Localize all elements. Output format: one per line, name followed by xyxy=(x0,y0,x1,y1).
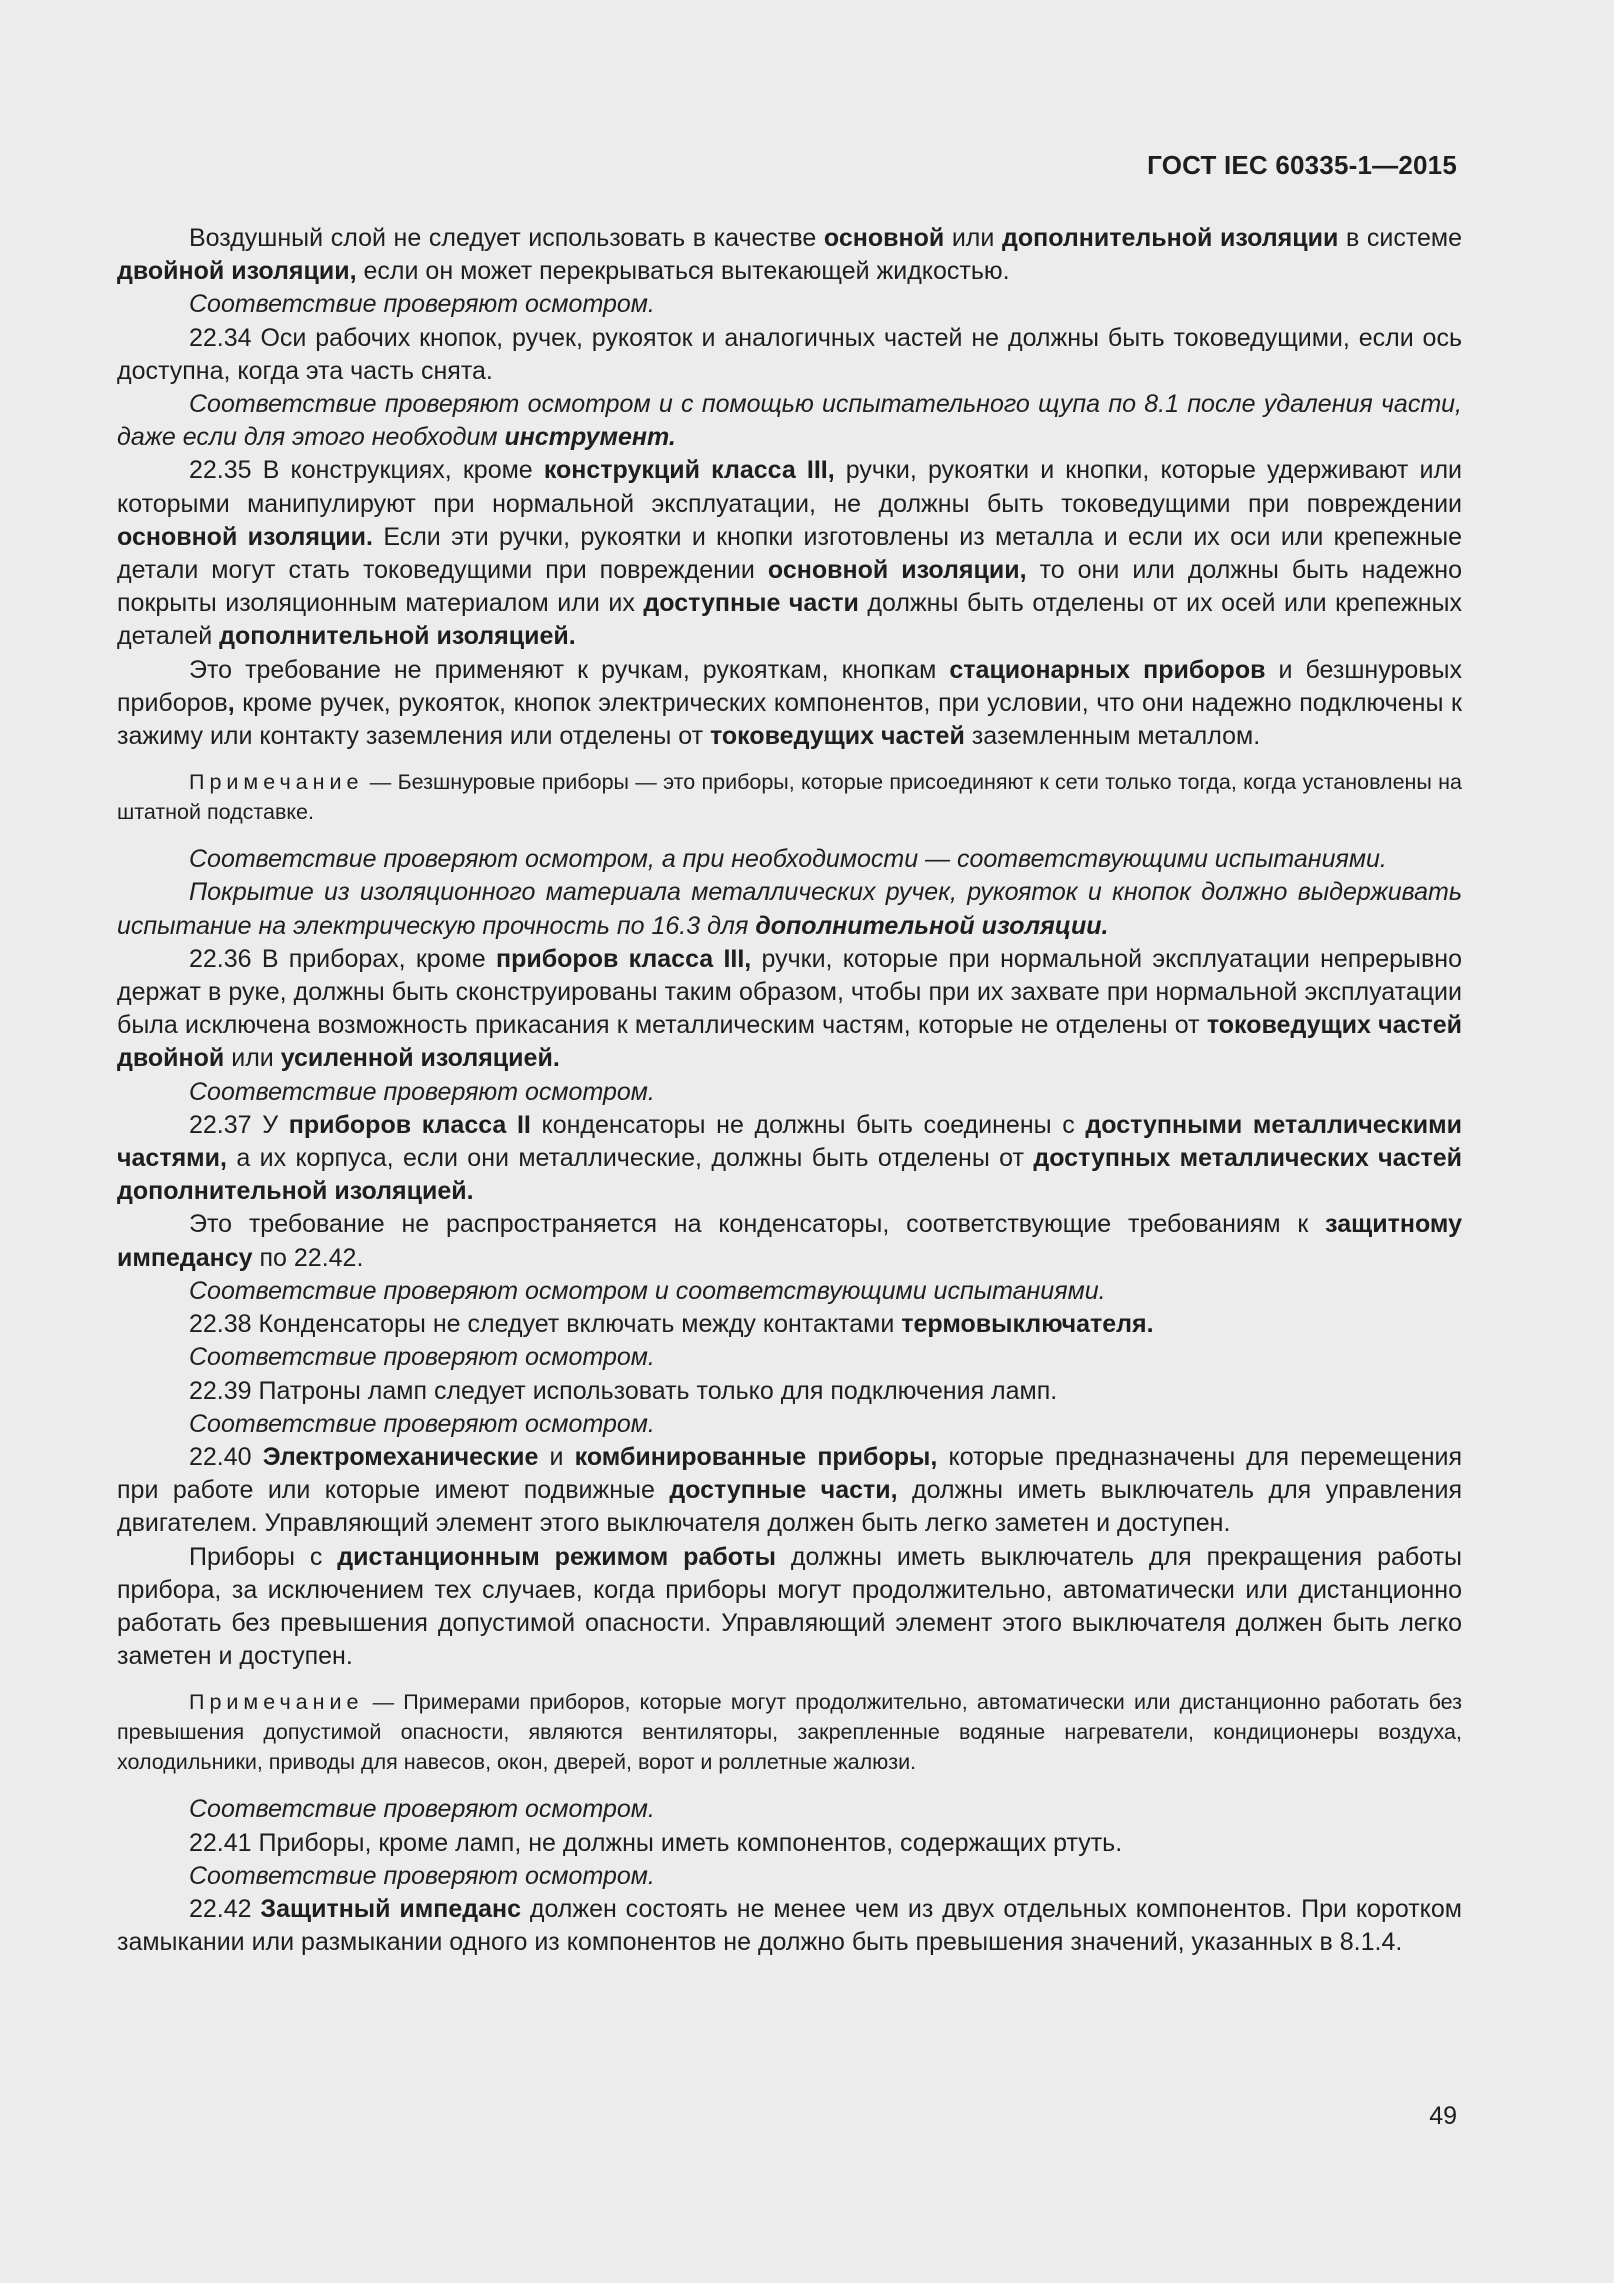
clause-22-35: 22.35 В конструкциях, кроме конструкций класса III, ручки, рукоятки и кнопки, которые удерживают или которыми манипулируют при нормальной эксплуатации, не должны быть токоведущими при повреждении основной изоляции. Если эти ручки, рукоятки и кнопки изготовлены из металла и если их оси или крепежные детали могут стать токоведущими при повреждении основной изоляции, то они или должны быть надежно покрыты изоляционным материалом или их доступные части должны быть отделены от их осей или крепежных деталей дополнительной изоляцией. xyxy=(117,456,1462,651)
compliance-check: Соответствие проверяют осмотром. xyxy=(189,1343,655,1372)
paragraph-requirement-exception: Это требование не применяют к ручкам, рукояткам, кнопкам стационарных приборов и безшнуровых приборов, кроме ручек, рукояток, кнопок электрических компонентов, при условии, что они надежно подключены к зажиму или контакту заземления или отделены от токоведущих частей заземленным металлом. xyxy=(117,655,1463,751)
paragraph-air-layer: Воздушный слой не следует использовать в качестве основной или дополнительной изоляции в системе двойной изоляции, если он может перекрываться вытекающей жидкостью. xyxy=(117,224,1462,286)
compliance-check-tests: Соответствие проверяют осмотром и соответствующими испытаниями. xyxy=(189,1276,1106,1305)
compliance-check: Соответствие проверяют осмотром. xyxy=(189,290,655,319)
compliance-check: Соответствие проверяют осмотром. xyxy=(189,1077,655,1106)
clause-22-34: 22.34 Оси рабочих кнопок, ручек, рукояток и аналогичных частей не должны быть токоведущими, если ось доступна, когда эта часть снята. xyxy=(117,323,1462,385)
compliance-check: Соответствие проверяют осмотром. xyxy=(189,1795,655,1824)
clause-22-38: 22.38 Конденсаторы не следует включать между контактами термовыключателя. xyxy=(189,1310,1154,1339)
paragraph-remote-operation: Приборы с дистанционным режимом работы должны иметь выключатель для прекращения работы прибора, за исключением тех случаев, когда приборы могут продолжительно, автоматически или дистанционно работать без превышения допустимой опасности. Управляющий элемент этого выключателя должен быть легко заметен и доступен. xyxy=(117,1542,1462,1671)
note-remote-appliances: Примечание — Примерами приборов, которые могут продолжительно, автоматически или дистанционно работать без превышения допустимой опасности, являются вентиляторы, закрепленные водяные нагреватели, кондиционеры воздуха, холодильники, приводы для навесов, окон, дверей, ворот и роллетные жалюзи. xyxy=(117,1690,1462,1775)
paragraph-capacitor-exception: Это требование не распространяется на конденсаторы, соответствующие требованиям к защитному импедансу по 22.42. xyxy=(117,1210,1462,1272)
clause-22-42: 22.42 Защитный импеданс должен состоять не менее чем из двух отдельных компонентов. При коротком замыкании или размыкании одного из компонентов не должно быть превышения значений, указанных в 8.1.4. xyxy=(117,1894,1462,1957)
paragraph-coating-test: Покрытие из изоляционного материала металлических ручек, рукояток и кнопок должно выдерживать испытание на электрическую прочность по 16.3 для дополнительной изоляции. xyxy=(117,878,1462,940)
clause-22-40: 22.40 Электромеханические и комбинированные приборы, которые предназначены для перемещения при работе или которые имеют подвижные доступные части, должны иметь выключатель для управления двигателем. Управляющий элемент этого выключателя должен быть легко заметен и доступен. xyxy=(117,1442,1462,1538)
compliance-check: Соответствие проверяют осмотром. xyxy=(189,1409,655,1438)
page-number: 49 xyxy=(1429,2102,1457,2130)
page-content xyxy=(117,222,1462,1959)
note-cordless-appliances: Примечание — Безшнуровые приборы — это приборы, которые присоединяют к сети только тогда, когда установлены на штатной подставке. xyxy=(117,770,1462,825)
compliance-check-probe: Соответствие проверяют осмотром и с помощью испытательного щупа по 8.1 после удаления части, даже если для этого необходим инструмент. xyxy=(117,390,1462,452)
compliance-check-tests: Соответствие проверяют осмотром, а при необходимости — соответствующими испытаниями. xyxy=(189,845,1387,874)
clause-22-41: 22.41 Приборы, кроме ламп, не должны иметь компонентов, содержащих ртуть. xyxy=(189,1828,1123,1857)
page-header-standard: ГОСТ IEC 60335-1—2015 xyxy=(1147,150,1457,180)
clause-22-39: 22.39 Патроны ламп следует использовать только для подключения ламп. xyxy=(189,1376,1058,1405)
clause-22-37: 22.37 У приборов класса II конденсаторы не должны быть соединены с доступными металлическими частями, а их корпуса, если они металлические, должны быть отделены от доступных металлических частей дополнительной изоляцией. xyxy=(117,1110,1463,1206)
clause-22-36: 22.36 В приборах, кроме приборов класса III, ручки, которые при нормальной эксплуатации непрерывно держат в руке, должны быть сконструированы таким образом, чтобы при их захвате при нормальной эксплуатации была исключена возможность прикасания к металлическим частям, которые не отделены от токоведущих частей двойной или усиленной изоляцией. xyxy=(117,944,1462,1073)
compliance-check: Соответствие проверяют осмотром. xyxy=(189,1861,655,1890)
